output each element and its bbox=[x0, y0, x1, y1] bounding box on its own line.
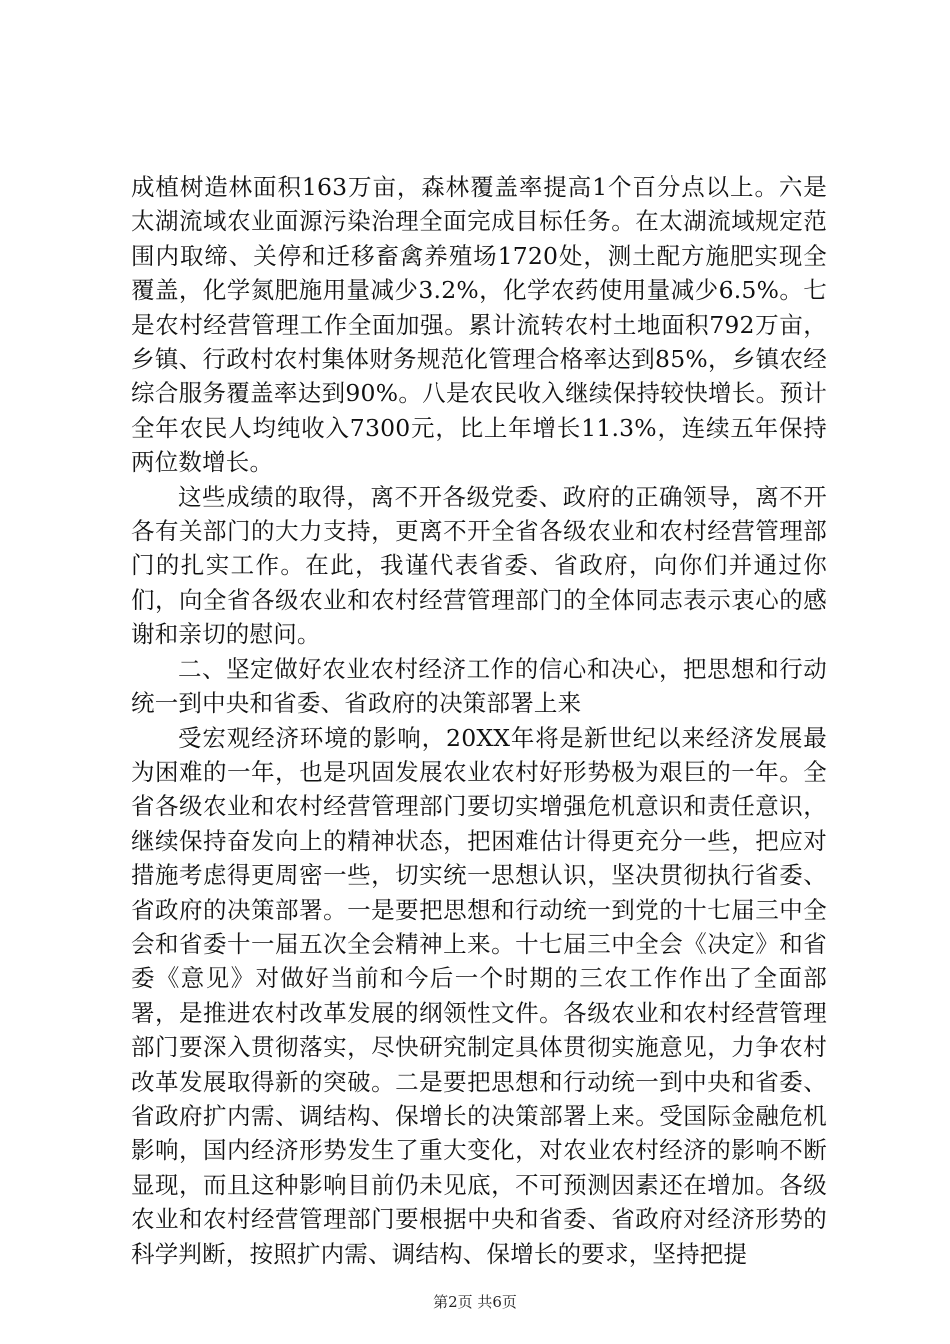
paragraph-1: 成植树造林面积163万亩，森林覆盖率提高1个百分点以上。六是太湖流域农业面源污染治理全面完成目标任务。在太湖流域规定范围内取缔、关停和迁移畜禽养殖场1720处，测土配方施肥实现全覆盖，化学氮肥施用量减少3.2%，化学农药使用量减少6.5%。七是农村经营管理工作全面加强。累计流转农村土地面积792万亩，乡镇、行政村农村集体财务规范化管理合格率达到85%，乡镇农经综合服务覆盖率达到90%。八是农民收入继续保持较快增长。预计全年农民人均纯收入7300元，比上年增长11.3%，连续五年保持两位数增长。 bbox=[131, 173, 827, 477]
document-body bbox=[131, 170, 827, 1271]
paragraph-2: 这些成绩的取得，离不开各级党委、政府的正确领导，离不开各有关部门的大力支持，更离不开全省各级农业和农村经营管理部门的扎实工作。在此，我谨代表省委、省政府，向你们并通过你们，向全省各级农业和农村经营管理部门的全体同志表示衷心的感谢和亲切的慰问。 bbox=[131, 482, 827, 649]
page-number-footer: 第2页 共6页 bbox=[433, 1293, 517, 1311]
section-heading: 二、坚定做好农业农村经济工作的信心和决心，把思想和行动统一到中央和省委、省政府的决策部署上来 bbox=[131, 654, 827, 718]
paragraph-3: 受宏观经济环境的影响，20XX年将是新世纪以来经济发展最为困难的一年，也是巩固发展农业农村好形势极为艰巨的一年。全省各级农业和农村经营管理部门要切实增强危机意识和责任意识，继续保持奋发向上的精神状态，把困难估计得更充分一些，把应对措施考虑得更周密一些，切实统一思想认识，坚决贯彻执行省委、省政府的决策部署。一是要把思想和行动统一到党的十七届三中全会和省委十一届五次全会精神上来。十七届三中全会《决定》和省委《意见》对做好当前和今后一个时期的三农工作作出了全面部署，是推进农村改革发展的纲领性文件。各级农业和农村经营管理部门要深入贯彻落实，尽快研究制定具体贯彻实施意见，力争农村改革发展取得新的突破。二是要把思想和行动统一到中央和省委、省政府扩内需、调结构、保增长的决策部署上来。受国际金融危机影响，国内经济形势发生了重大变化，对农业农村经济的影响不断显现，而且这种影响目前仍未见底，不可预测因素还在增加。各级农业和农村经营管理部门要根据中央和省委、省政府对经济形势的科学判断，按照扩内需、调结构、保增长的要求，坚持把提 bbox=[131, 723, 827, 1268]
